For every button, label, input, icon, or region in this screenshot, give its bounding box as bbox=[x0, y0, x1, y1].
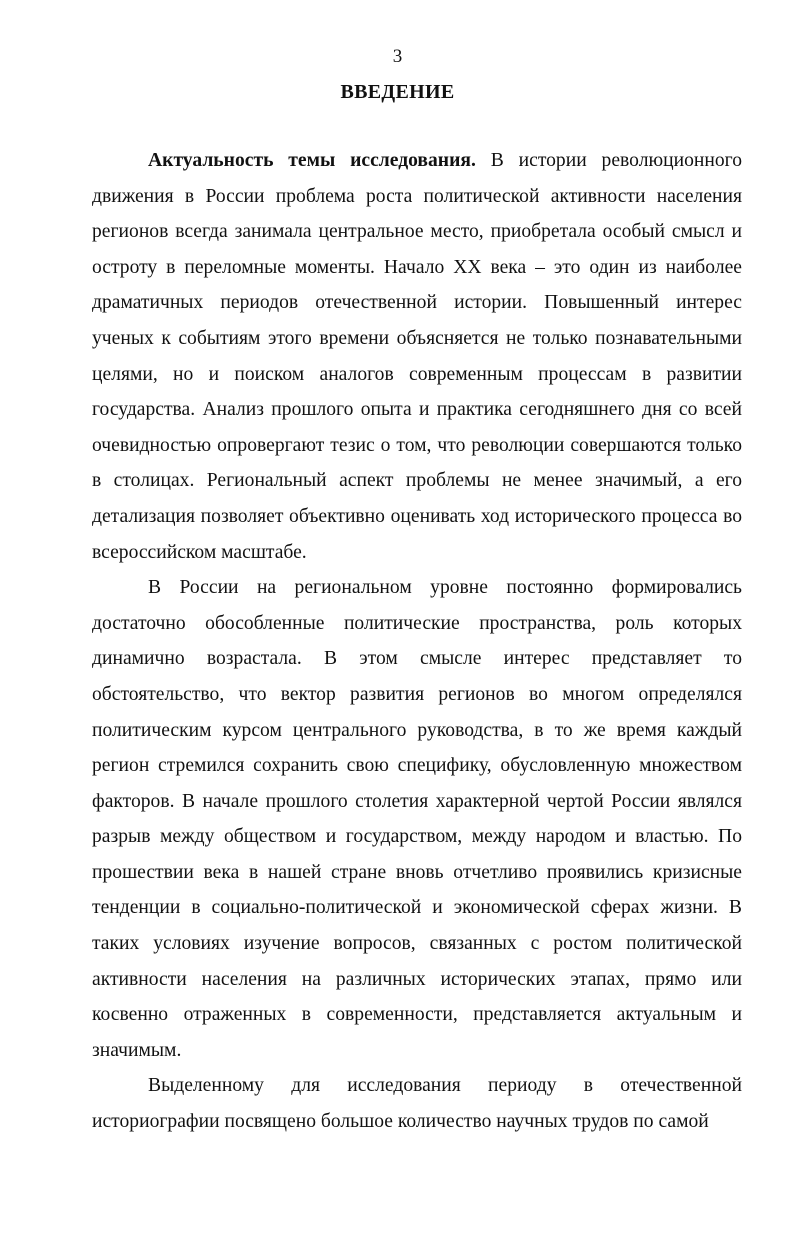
paragraph-text: В истории революционного движения в России проблема роста политической активности населения регионов всегда занимала центральное место, приобретала особый смысл и остроту в переломные моменты. Начало XX века – это один из наиболее драматичных периодов отечественной истории. Повышенный интерес ученых к событиям этого времени объясняется не только познавательными целями, но и поиском аналогов современным процессам в развитии государства. Анализ прошлого опыта и практика сегодняшнего дня со всей очевидностью опровергают тезис о том, что революции совершаются только в столицах. Региональный аспект проблемы не менее значимый, а его детализация позволяет объективно оценивать ход исторического процесса во всероссийском масштабе. bbox=[92, 150, 742, 563]
paragraph-lead: Актуальность темы исследования. bbox=[148, 150, 476, 171]
document-body bbox=[92, 143, 742, 1140]
paragraph-regional-politics: В России на региональном уровне постоянно формировались достаточно обособленные политические пространства, роль которых динамично возрастала. В этом смысле интерес представляет то обстоятельство, что вектор развития регионов во многом определялся политическим курсом центрального руководства, в то же время каждый регион стремился сохранить свою специфику, обусловленную множеством факторов. В начале прошлого столетия характерной чертой России являлся разрыв между обществом и государством, между народом и властью. По прошествии века в нашей стране вновь отчетливо проявились кризисные тенденции в социально-политической и экономической сферах жизни. В таких условиях изучение вопросов, связанных с ростом политической активности населения на различных исторических этапах, прямо или косвенно отраженных в современности, представляется актуальным и значимым. bbox=[92, 577, 742, 1061]
page-title: ВВЕДЕНИЕ bbox=[340, 81, 455, 103]
paragraph-historiography: Выделенному для исследования периоду в отечественной историографии посвящено большое количество научных трудов по самой bbox=[92, 1075, 742, 1133]
paragraph-relevance bbox=[92, 143, 742, 570]
page-number: 3 bbox=[392, 46, 403, 67]
